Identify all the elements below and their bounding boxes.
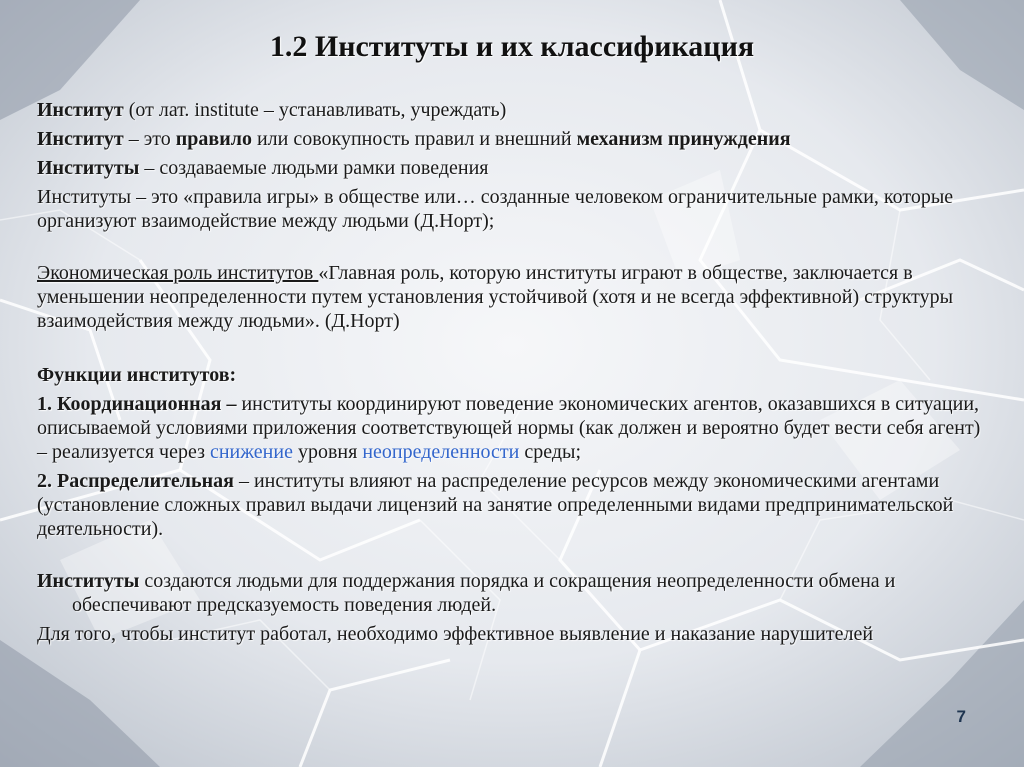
text: создаются людьми для поддержания порядка и сокращения неопределенности обмена и обеспечивают предсказуемость поведения людей. xyxy=(72,570,896,616)
text: (от лат. institute – устанавливать, учреждать) xyxy=(123,99,507,121)
term-institutes: Институты xyxy=(37,570,140,592)
text: – институты влияют на распределение ресурсов между экономическими агентами (установление сложных правил выдачи лицензий на занятие определенными видами предпринимательской деятельности). xyxy=(37,470,954,540)
paragraph-institute-rule xyxy=(37,127,992,151)
paragraph-economic-role xyxy=(37,261,992,333)
paragraph-institute-etymology xyxy=(37,98,992,122)
function-number: 1. xyxy=(37,393,57,415)
term-institutes: Институты xyxy=(37,157,140,179)
term-rule: правило xyxy=(175,128,252,150)
link-reduction[interactable]: снижение xyxy=(209,441,293,463)
text: институты координируют поведение экономических агентов, оказавшихся в ситуации, описываемой условиями приложения соответствующей нормы (как должен и вероятно будет вести себя агент) – реализуется через xyxy=(37,393,981,463)
paragraph-institutes-order xyxy=(37,569,992,617)
functions-heading: Функции институтов: xyxy=(37,364,237,386)
function-coordination xyxy=(37,392,992,464)
paragraph-rules-of-game: Институты – это «правила игры» в обществе или… созданные человеком ограничительные рамки, которые организуют взаимодействие между людьми (Д.Норт); xyxy=(37,186,954,232)
text: или совокупность правил и внешний xyxy=(251,128,577,150)
link-uncertainty[interactable]: неопределенности xyxy=(362,441,520,463)
function-name: Координационная – xyxy=(57,393,237,415)
slide-title: 1.2 Институты и их классификация xyxy=(269,30,755,63)
slide-body xyxy=(37,98,992,646)
function-name: Распределительная xyxy=(57,470,234,492)
economic-role-heading: Экономическая роль институтов xyxy=(37,262,319,284)
text: – это xyxy=(123,128,176,150)
term-institute: Институт xyxy=(37,99,124,121)
term-institute: Институт xyxy=(37,128,124,150)
page-number: 7 xyxy=(956,707,966,726)
text: уровня xyxy=(292,441,363,463)
paragraph-institutes-frames xyxy=(37,156,992,180)
paragraph-enforcement: Для того, чтобы институт работал, необходимо эффективное выявление и наказание нарушителей xyxy=(37,623,874,645)
text: – создаваемые людьми рамки поведения xyxy=(139,157,489,179)
term-enforcement-mechanism: механизм принуждения xyxy=(576,128,791,150)
text: среды; xyxy=(519,441,582,463)
function-distribution xyxy=(37,469,992,541)
text: «Главная роль, которую институты играют в обществе, заключается в уменьшении неопределенности путем установления устойчивой (хотя и не всегда эффективной) структуры взаимодействия между людьми». (Д.Норт) xyxy=(37,262,954,332)
function-number: 2. xyxy=(37,470,57,492)
